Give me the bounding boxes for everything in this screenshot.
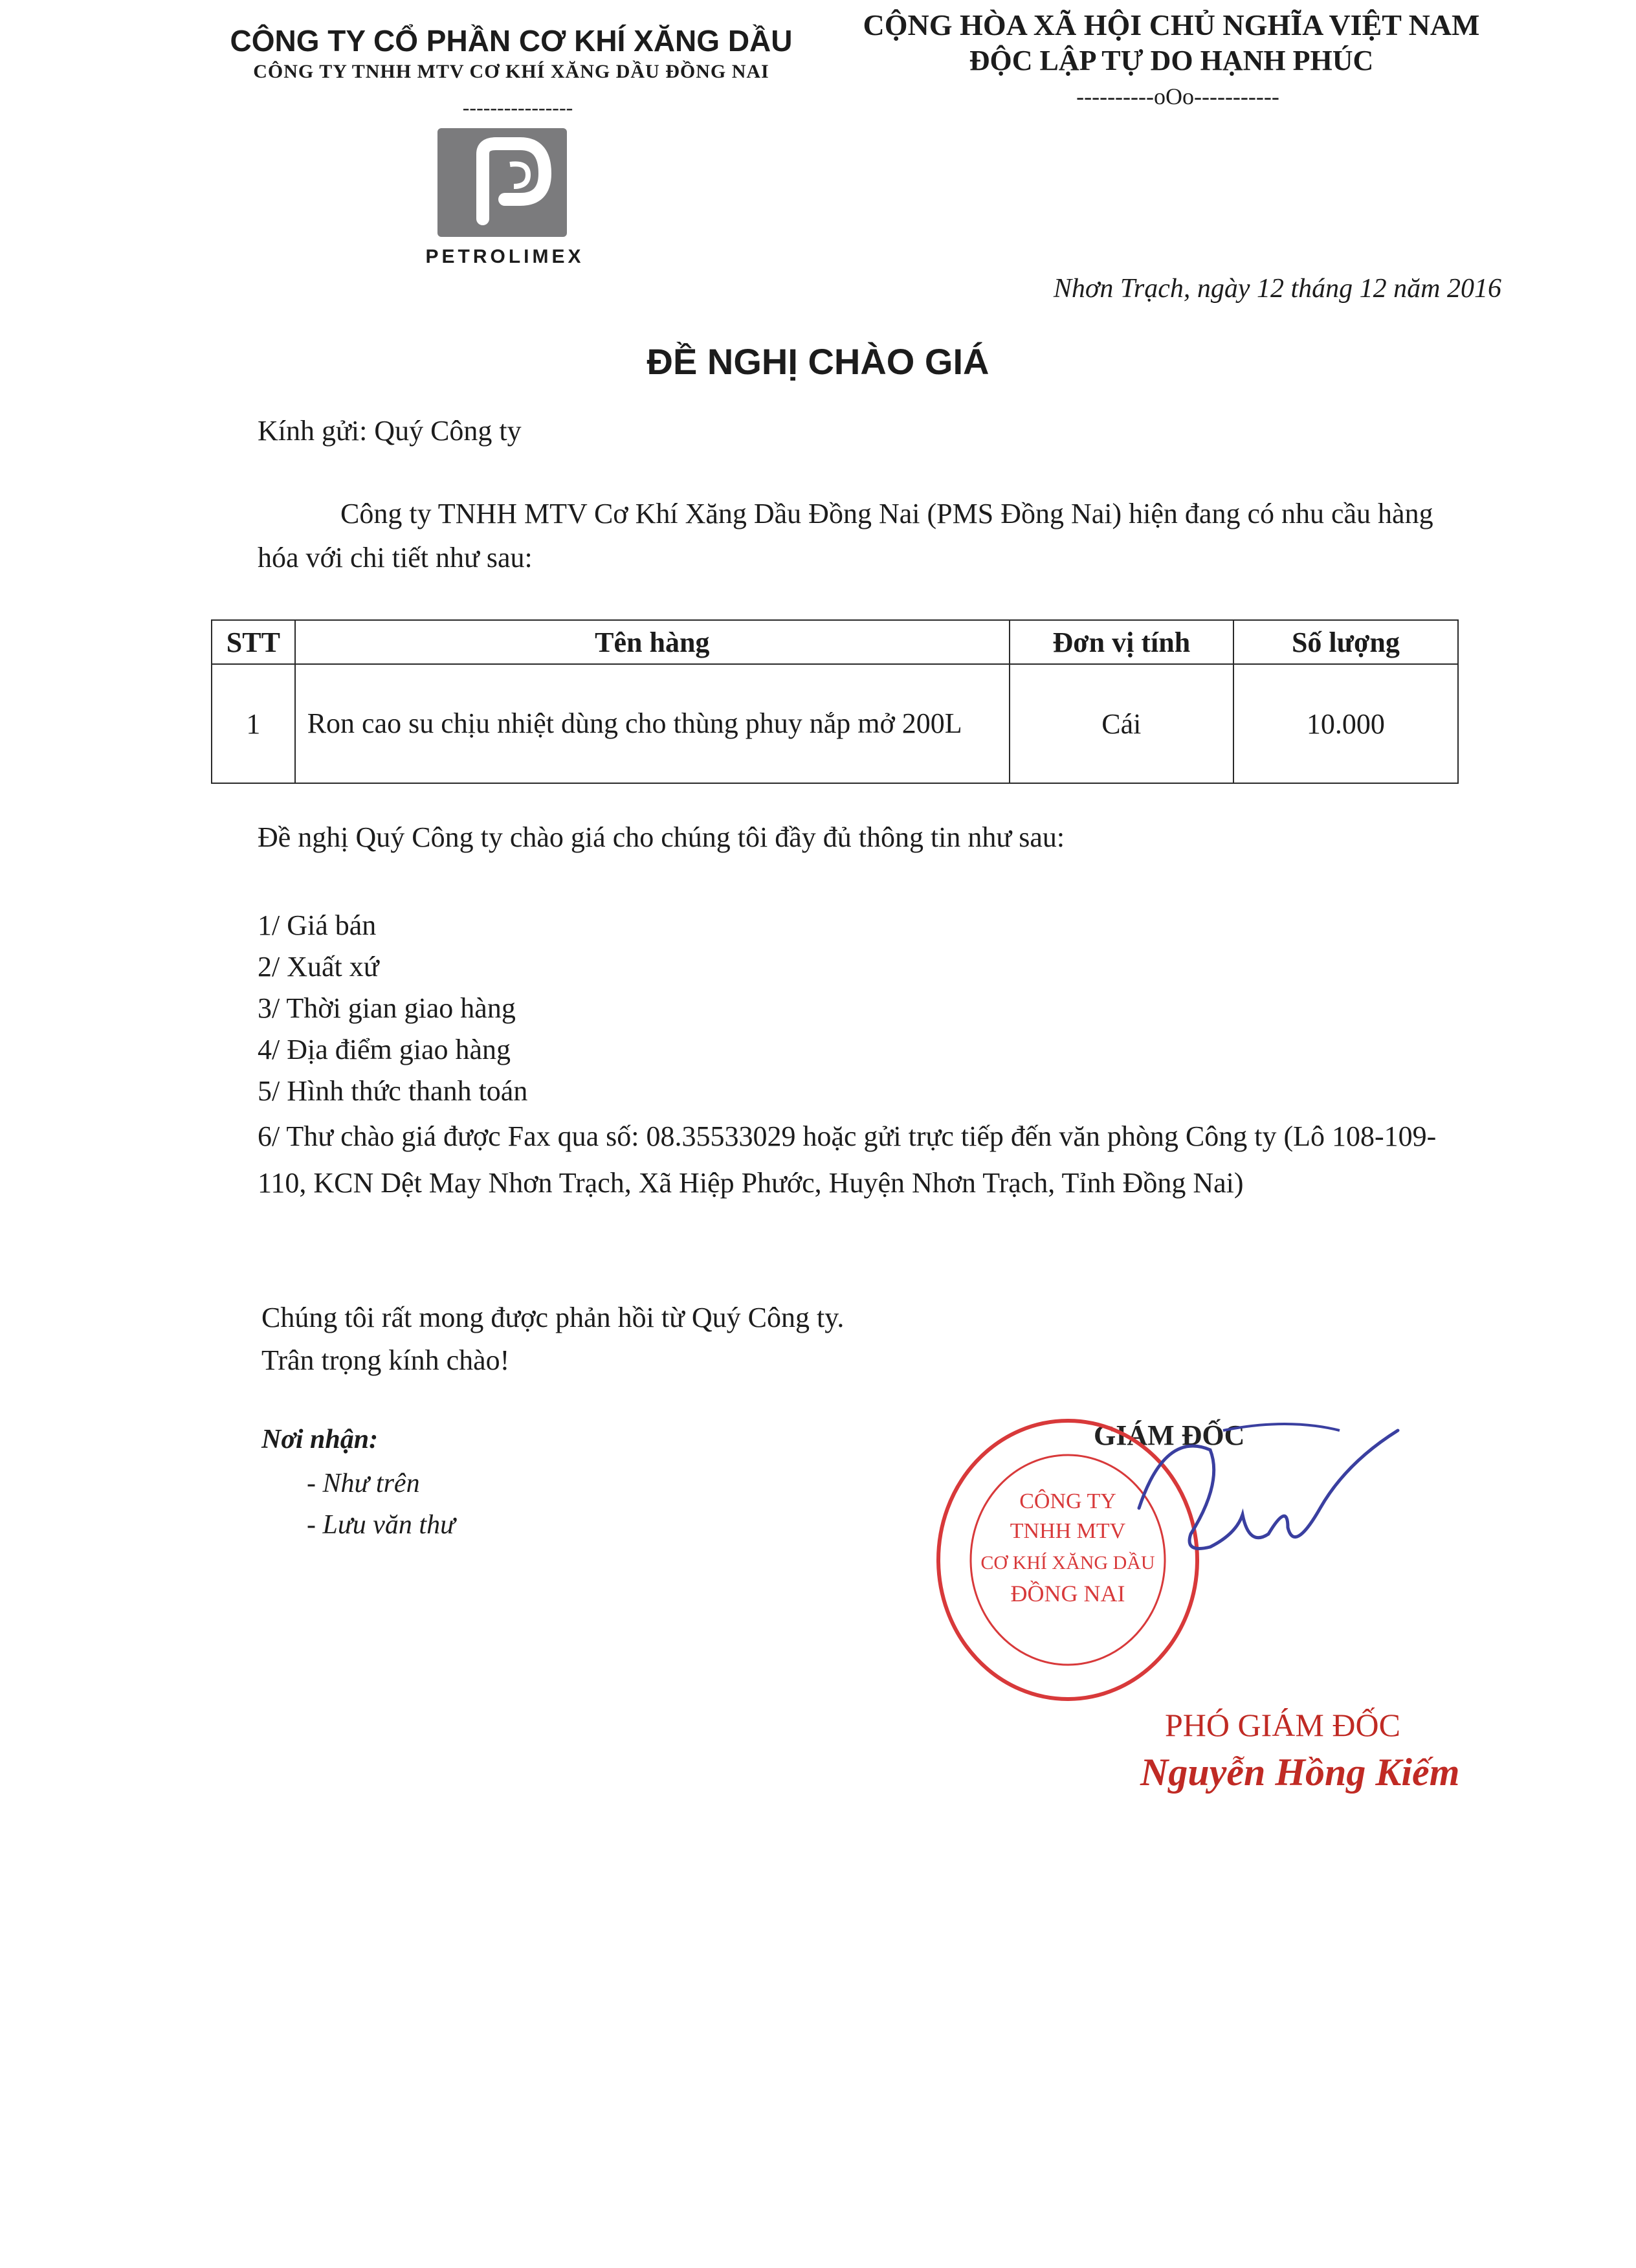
vice-director-title: PHÓ GIÁM ĐỐC xyxy=(1165,1707,1400,1743)
svg-text:CÔNG TY: CÔNG TY xyxy=(1019,1489,1116,1513)
intro-paragraph: Công ty TNHH MTV Cơ Khí Xăng Dầu Đồng Nai (PMS Đồng Nai) hiện đang có nhu cầu hàng hóa với chi tiết như sau: xyxy=(258,498,1433,573)
cell-item-name: Ron cao su chịu nhiệt dùng cho thùng phuy nắp mở 200L xyxy=(295,664,1010,783)
salutation: Kính gửi: Quý Công ty xyxy=(258,415,522,447)
list-item: 2/ Xuất xứ xyxy=(258,951,379,983)
header-quantity: Số lượng xyxy=(1233,620,1458,664)
svg-text:TNHH MTV: TNHH MTV xyxy=(1010,1519,1126,1543)
request-paragraph: Đề nghị Quý Công ty chào giá cho chúng tôi đầy đủ thông tin như sau: xyxy=(258,821,1065,853)
closing-line: Trân trọng kính chào! xyxy=(261,1344,510,1376)
director-title: GIÁM ĐỐC xyxy=(1094,1419,1245,1451)
list-item: 6/ Thư chào giá được Fax qua số: 08.35533029 hoặc gửi trực tiếp đến văn phòng Công ty (Lô 108-109-110, KCN Dệt May Nhơn Trạch, Xã Hiệp Phước, Huyện Nhơn Trạch, Tỉnh Đồng Nai) xyxy=(258,1120,1437,1199)
republic-heading: CỘNG HÒA XÃ HỘI CHỦ NGHĨA VIỆT NAM xyxy=(863,8,1480,41)
header-unit: Đơn vị tính xyxy=(1010,620,1233,664)
list-item: 4/ Địa điểm giao hàng xyxy=(258,1034,511,1065)
header-stt: STT xyxy=(212,620,295,664)
list-item: 3/ Thời gian giao hàng xyxy=(258,992,516,1024)
list-item: 1/ Giá bán xyxy=(258,909,377,941)
cell-quantity: 10.000 xyxy=(1233,664,1458,783)
signer-name: Nguyễn Hồng Kiếm xyxy=(1140,1751,1460,1794)
table-row xyxy=(212,664,1458,783)
header-divider-right: ----------oOo----------- xyxy=(1076,83,1279,109)
signature-icon xyxy=(1126,1405,1411,1599)
items-table xyxy=(211,619,1459,784)
petrolimex-logo-icon xyxy=(437,128,567,237)
list-item: 5/ Hình thức thanh toán xyxy=(258,1075,528,1107)
company-name: CÔNG TY CỔ PHẦN CƠ KHÍ XĂNG DẦU xyxy=(230,24,793,58)
table-header-row xyxy=(212,620,1458,664)
closing-line: Chúng tôi rất mong được phản hồi từ Quý Công ty. xyxy=(261,1302,845,1333)
recipients-title: Nơi nhận: xyxy=(261,1425,379,1454)
svg-text:ĐỒNG NAI: ĐỒNG NAI xyxy=(1010,1581,1125,1606)
date-line: Nhơn Trạch, ngày 12 tháng 12 năm 2016 xyxy=(1053,274,1501,304)
recipient-item: - Lưu văn thư xyxy=(307,1510,455,1540)
cell-stt: 1 xyxy=(212,664,295,783)
document-title: ĐỀ NGHỊ CHÀO GIÁ xyxy=(647,341,989,382)
company-subtitle: CÔNG TY TNHH MTV CƠ KHÍ XĂNG DẦU ĐỒNG NAI xyxy=(253,61,769,82)
svg-text:CƠ KHÍ XĂNG DẦU: CƠ KHÍ XĂNG DẦU xyxy=(980,1552,1155,1573)
logo-text: PETROLIMEX xyxy=(425,246,584,267)
header-item-name: Tên hàng xyxy=(295,620,1010,664)
header-divider-left: ---------------- xyxy=(462,96,573,119)
recipient-item: - Như trên xyxy=(307,1469,420,1498)
motto-heading: ĐỘC LẬP TỰ DO HẠNH PHÚC xyxy=(969,45,1374,76)
cell-unit: Cái xyxy=(1010,664,1233,783)
